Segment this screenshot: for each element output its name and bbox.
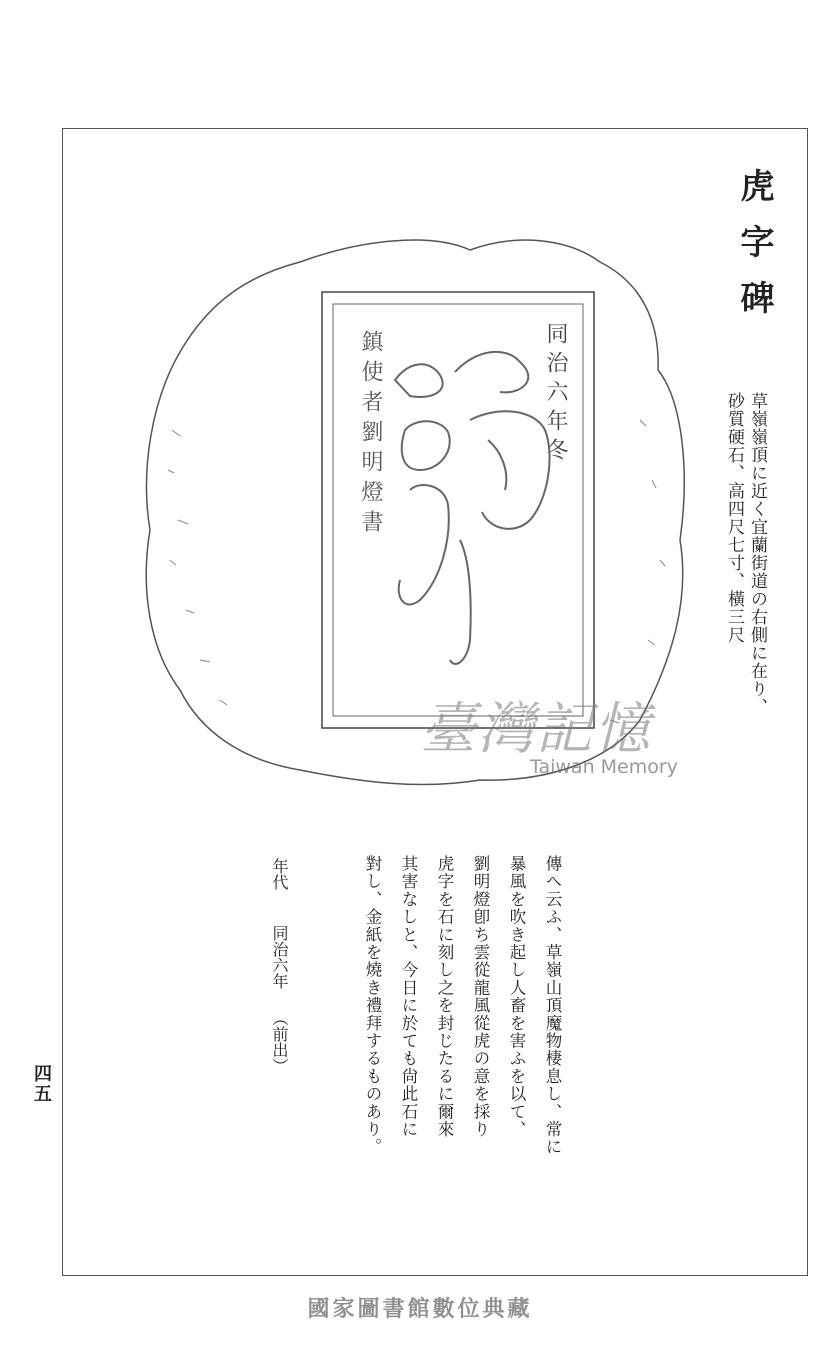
inscription-date: 同治六年冬 bbox=[543, 322, 568, 467]
watermark-chinese: 臺灣記憶 bbox=[420, 697, 652, 762]
inscription-signature: 鎮使者劉明燈書 bbox=[358, 330, 383, 540]
body-line: 暴風を吹き起し人畜を害ふを以て、 bbox=[507, 855, 526, 1139]
footer-library: 國家圖書館數位典藏 bbox=[307, 1297, 533, 1322]
note-line: 砂質硬石、高四尺七寸、橫三尺 bbox=[724, 392, 744, 644]
note-line: 草嶺嶺頂に近く宜蘭街道の右側に在り、 bbox=[747, 392, 767, 716]
page-title: 虎字碑 bbox=[734, 168, 774, 336]
page-number: 四五 bbox=[31, 1064, 52, 1104]
body-line: 其害なしと、今日に於ても尙此石に bbox=[399, 855, 418, 1139]
body-line: 傳へ云ふ、草嶺山頂魔物棲息し、常に bbox=[543, 855, 562, 1156]
body-line: 對し、金紙を燒き禮拜するものあり。 bbox=[363, 855, 382, 1156]
watermark-english: Taiwan Memory bbox=[530, 756, 678, 778]
era-value: 同治六年 bbox=[270, 925, 289, 989]
body-line: 虎字を石に刻し之を封じたるに爾來 bbox=[435, 855, 454, 1139]
era-note: （前出） bbox=[270, 1010, 289, 1074]
era-label: 年代 bbox=[270, 858, 289, 890]
body-line: 劉明燈卽ち雲從龍風從虎の意を採り bbox=[471, 855, 490, 1139]
